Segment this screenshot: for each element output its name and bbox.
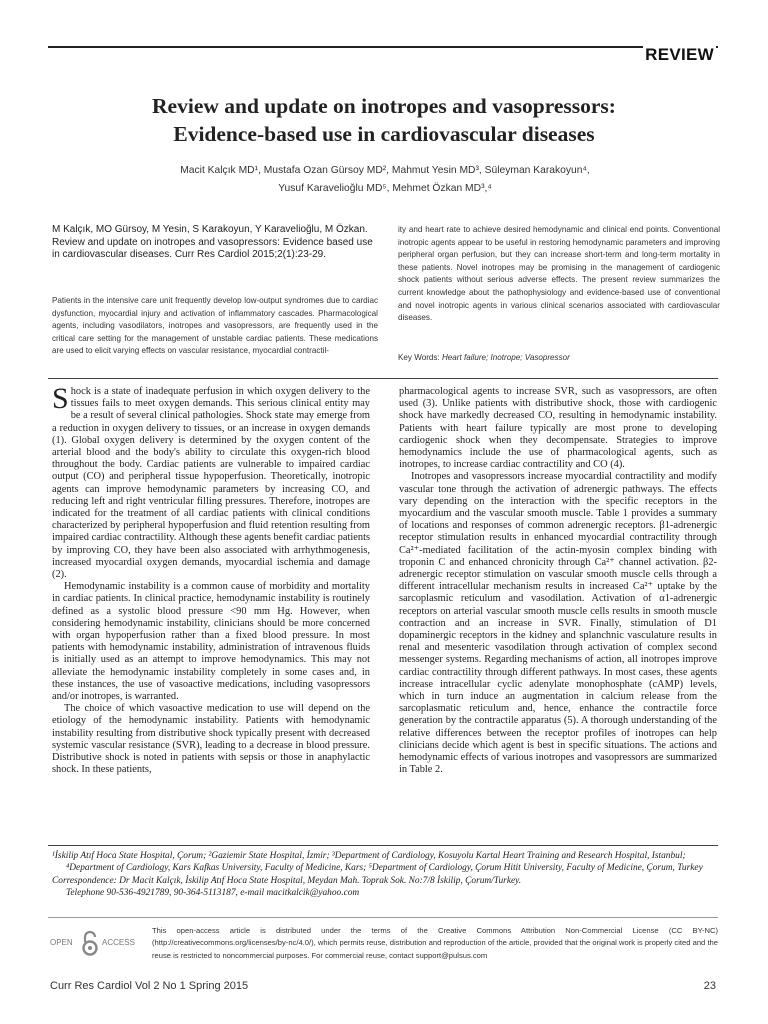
license-text: This open-access article is distributed under the terms of the Creative Commons Attribution Non-Commercial License (CC BY-NC) (http://creativecommons.org/licenses/by-nc/4.0/), which permits reuse, distribution and reproduction of the article, provided that the original work is properly cited and the reuse is restricted to noncommercial purposes. For commercial reuse, contact support@pulsus.com — [152, 926, 718, 960]
authors-line-2: Yusuf Karavelioğlu MD⁵, Mehmet Özkan MD³,⁴ — [278, 183, 492, 194]
open-access-logo-open: OPEN — [50, 938, 73, 947]
open-lock-icon — [80, 930, 100, 956]
body-paragraph: pharmacological agents to increase SVR, such as vasopressors, are often used (3). Unlike patients with distributive shock, those with cardiogenic shock have markedly decreased CO, resulting in hemodynamic instability. Patients with heart failure typically are most prone to developing cardiogenic shock when they decompensate. Strategies to improve hemodynamics include the use of pharmacological agents, such as inotropes, to increase cardiac contractility and CO (4). — [399, 386, 717, 471]
title-line-1: Review and update on inotropes and vasopressors: — [152, 94, 616, 118]
affiliations: ¹İskilip Atıf Hoca State Hospital, Çorum; ²Gaziemir State Hospital, İzmir; ³Department of Cardiology, Kosuyolu Kartal Heart Training and Research Hospital, Istanbul; ⁴Department of Cardiology, Kars Kafkas University, Faculty of Medicine, Kars; ⁵Department of Cardiology, Çorum Hitit University, Faculty of Medicine, Çorum, Turkey — [52, 851, 703, 874]
contact: Telephone 90-536-4921789, 90-364-5113187, e-mail macitkalcik@yahoo.com — [66, 888, 360, 899]
abstract-right: ity and heart rate to achieve desired hemodynamic and clinical end points. Conventional inotropic agents appear to be useful in restoring hemodynamic parameters and improving peripheral organ perfusion, but they can increase short-term and long-term mortality in these patients. Novel inotropes may be promising in the management of cardiogenic shock patients without serious adverse effects. The present review summarizes the current knowledge about the pathophysiology and evidence-based use of conventional and novel inotropic agents in various clinical scenarios associated with cardiovascular diseases. — [398, 225, 720, 323]
citation: M Kalçık, MO Gürsoy, M Yesin, S Karakoyun, Y Karavelioğlu, M Özkan. Review and update on inotropes and vasopressors: Evidence based use in cardiovascular diseases. Curr Res Cardiol 2015;2(1):23-29. — [52, 224, 373, 260]
section-rule — [48, 46, 718, 48]
body-right-column — [399, 386, 717, 777]
open-access-rule — [48, 917, 718, 918]
page-number: 23 — [703, 980, 716, 992]
keywords — [398, 353, 720, 362]
keywords-list: Heart failure; Inotrope; Vasopressor — [441, 353, 570, 362]
body-paragraph: Inotropes and vasopressors increase myocardial contractility and modify vascular tone through the activation of adrenergic pathways. The effects vary depending on the interaction with the specific receptors in the myocardium and the vascular smooth muscle. Table 1 provides a summary of locations and responses of common adrenergic receptors. β1-adrenergic receptor stimulation results in enhanced myocardial contractility through Ca²⁺-mediated facilitation of the actin-myosin complex binding with troponin C and enhanced chronicity through Ca²⁺ channel activation. β2-adrenergic receptor stimulation on vascular smooth muscle cells through a different intracellular mechanism results in increased Ca²⁺ uptake by the sarcoplasmic reticulum and vasodilation. Activation of α1-adrenergic receptors on arterial vascular smooth muscle cells results in smooth muscle contraction and an increase in SVR. Finally, stimulation of D1 dopaminergic receptors in the kidney and splanchnic vasculature results in renal and mesenteric vasodilation through activation of complex second messenger systems. Regarding mechanisms of action, all inotropes improve cardiac contractility through different pathways. In most cases, these agents increase intracellular cyclic adenylate monophosphate (cAMP) levels, which in turn induce an augmentation in calcium release from the sarcoplasmatic reticulum and, hence, enhance the contractile force generation by the contractile apparatus (5). A thorough understanding of the relative differences between the receptor profiles of inotropes can help clinicians decide which agent is best in specific situations. The actions and hemodynamic effects of various inotropes and vasopressors are summarized in Table 2. — [399, 471, 717, 776]
drop-cap: S — [52, 382, 69, 415]
open-access-logo-access: ACCESS — [102, 938, 135, 947]
authors-line-1: Macit Kalçık MD¹, Mustafa Ozan Gürsoy MD², Mahmut Yesin MD³, Süleyman Karakoyun⁴, — [180, 165, 590, 176]
abstract-rule — [48, 378, 718, 379]
footnote-rule — [48, 845, 718, 846]
body-left-column — [52, 382, 370, 777]
abstract-left: Patients in the intensive care unit frequently develop low-output syndromes due to cardiac dysfunction, myocardial injury and activation of inflammatory cascades. Pharmacological agents, including vasodilators, inotropes and vasopressors, are frequently used in the critical care setting for the management of unstable cardiac patients. These medications are used to elicit varying effects on vascular resistance, myocardial contractil- — [52, 296, 378, 356]
journal-footer: Curr Res Cardiol Vol 2 No 1 Spring 2015 — [50, 980, 249, 992]
author-list — [100, 162, 670, 198]
footnotes — [52, 850, 716, 900]
section-label: REVIEW — [645, 45, 714, 64]
correspondence: Correspondence: Dr Macit Kalçık, İskilip Atıf Hoca State Hospital, Meydan Mah. Toprak Sok. No:7/8 İskilip, Çorum/Turkey. — [52, 875, 522, 886]
article-title — [40, 92, 728, 148]
keywords-label: Key Words: — [398, 353, 440, 362]
body-paragraph — [52, 382, 370, 581]
body-paragraph: Hemodynamic instability is a common cause of morbidity and mortality in cardiac patients. In clinical practice, hemodynamic instability is routinely defined as a systolic blood pressure <90 mm Hg. However, when considering hemodynamic instability, clinicians should be more concerned with organ hypoperfusion rather than a fixed blood pressure. In most patients with hemodynamic instability, administration of intravenous fluids is initially used as an attempt to improve hemodynamics. This may not alleviate the hemodynamic instability completely in some cases and, in these instances, the use of vasoactive medications, including vasopressors and/or inotropes, is warranted. — [52, 581, 370, 703]
title-line-2: Evidence-based use in cardiovascular diseases — [173, 122, 595, 146]
open-access-logo — [50, 932, 146, 954]
body-paragraph-text: hock is a state of inadequate perfusion in which oxygen delivery to the tissues fails to meet oxygen demands. This serious clinical entity may be a result of several clinical pathologies. Shock state may emerge from a reduction in oxygen delivery to tissues, or an increase in oxygen demands (1). Global oxygen delivery is determined by the oxygen content of the arterial blood and the body's ability to circulate this oxygen-rich blood throughout the body. Cardiac patients are vulnerable to impaired cardiac output (CO) and peripheral tissue hypoperfusion. Theoretically, inotropic agents can improve hemodynamic parameters by increasing CO, and reducing left and right ventricular filling pressures. Therefore, inotropes are indicated for the treatment of all cardiac patients with clinical conditions characterized by peripheral hypoperfusion and fluid retention resulting from impaired cardiac contractility. Although these agents benefit cardiac patients by improving CO, they have been also associated with arrhythmogenesis, increased myocardial oxygen demands, myocardial ischemia and damage (2). — [52, 386, 370, 581]
body-paragraph: The choice of which vasoactive medication to use will depend on the etiology of the hemodynamic instability. Patients with hemodynamic instability resulting from distributive shock typically present with decreased systemic vascular resistance (SVR), leading to a decrease in blood pressure. Distributive shock is noted in patients with sepsis or those in anaphylactic shock. In these patients, — [52, 703, 370, 776]
